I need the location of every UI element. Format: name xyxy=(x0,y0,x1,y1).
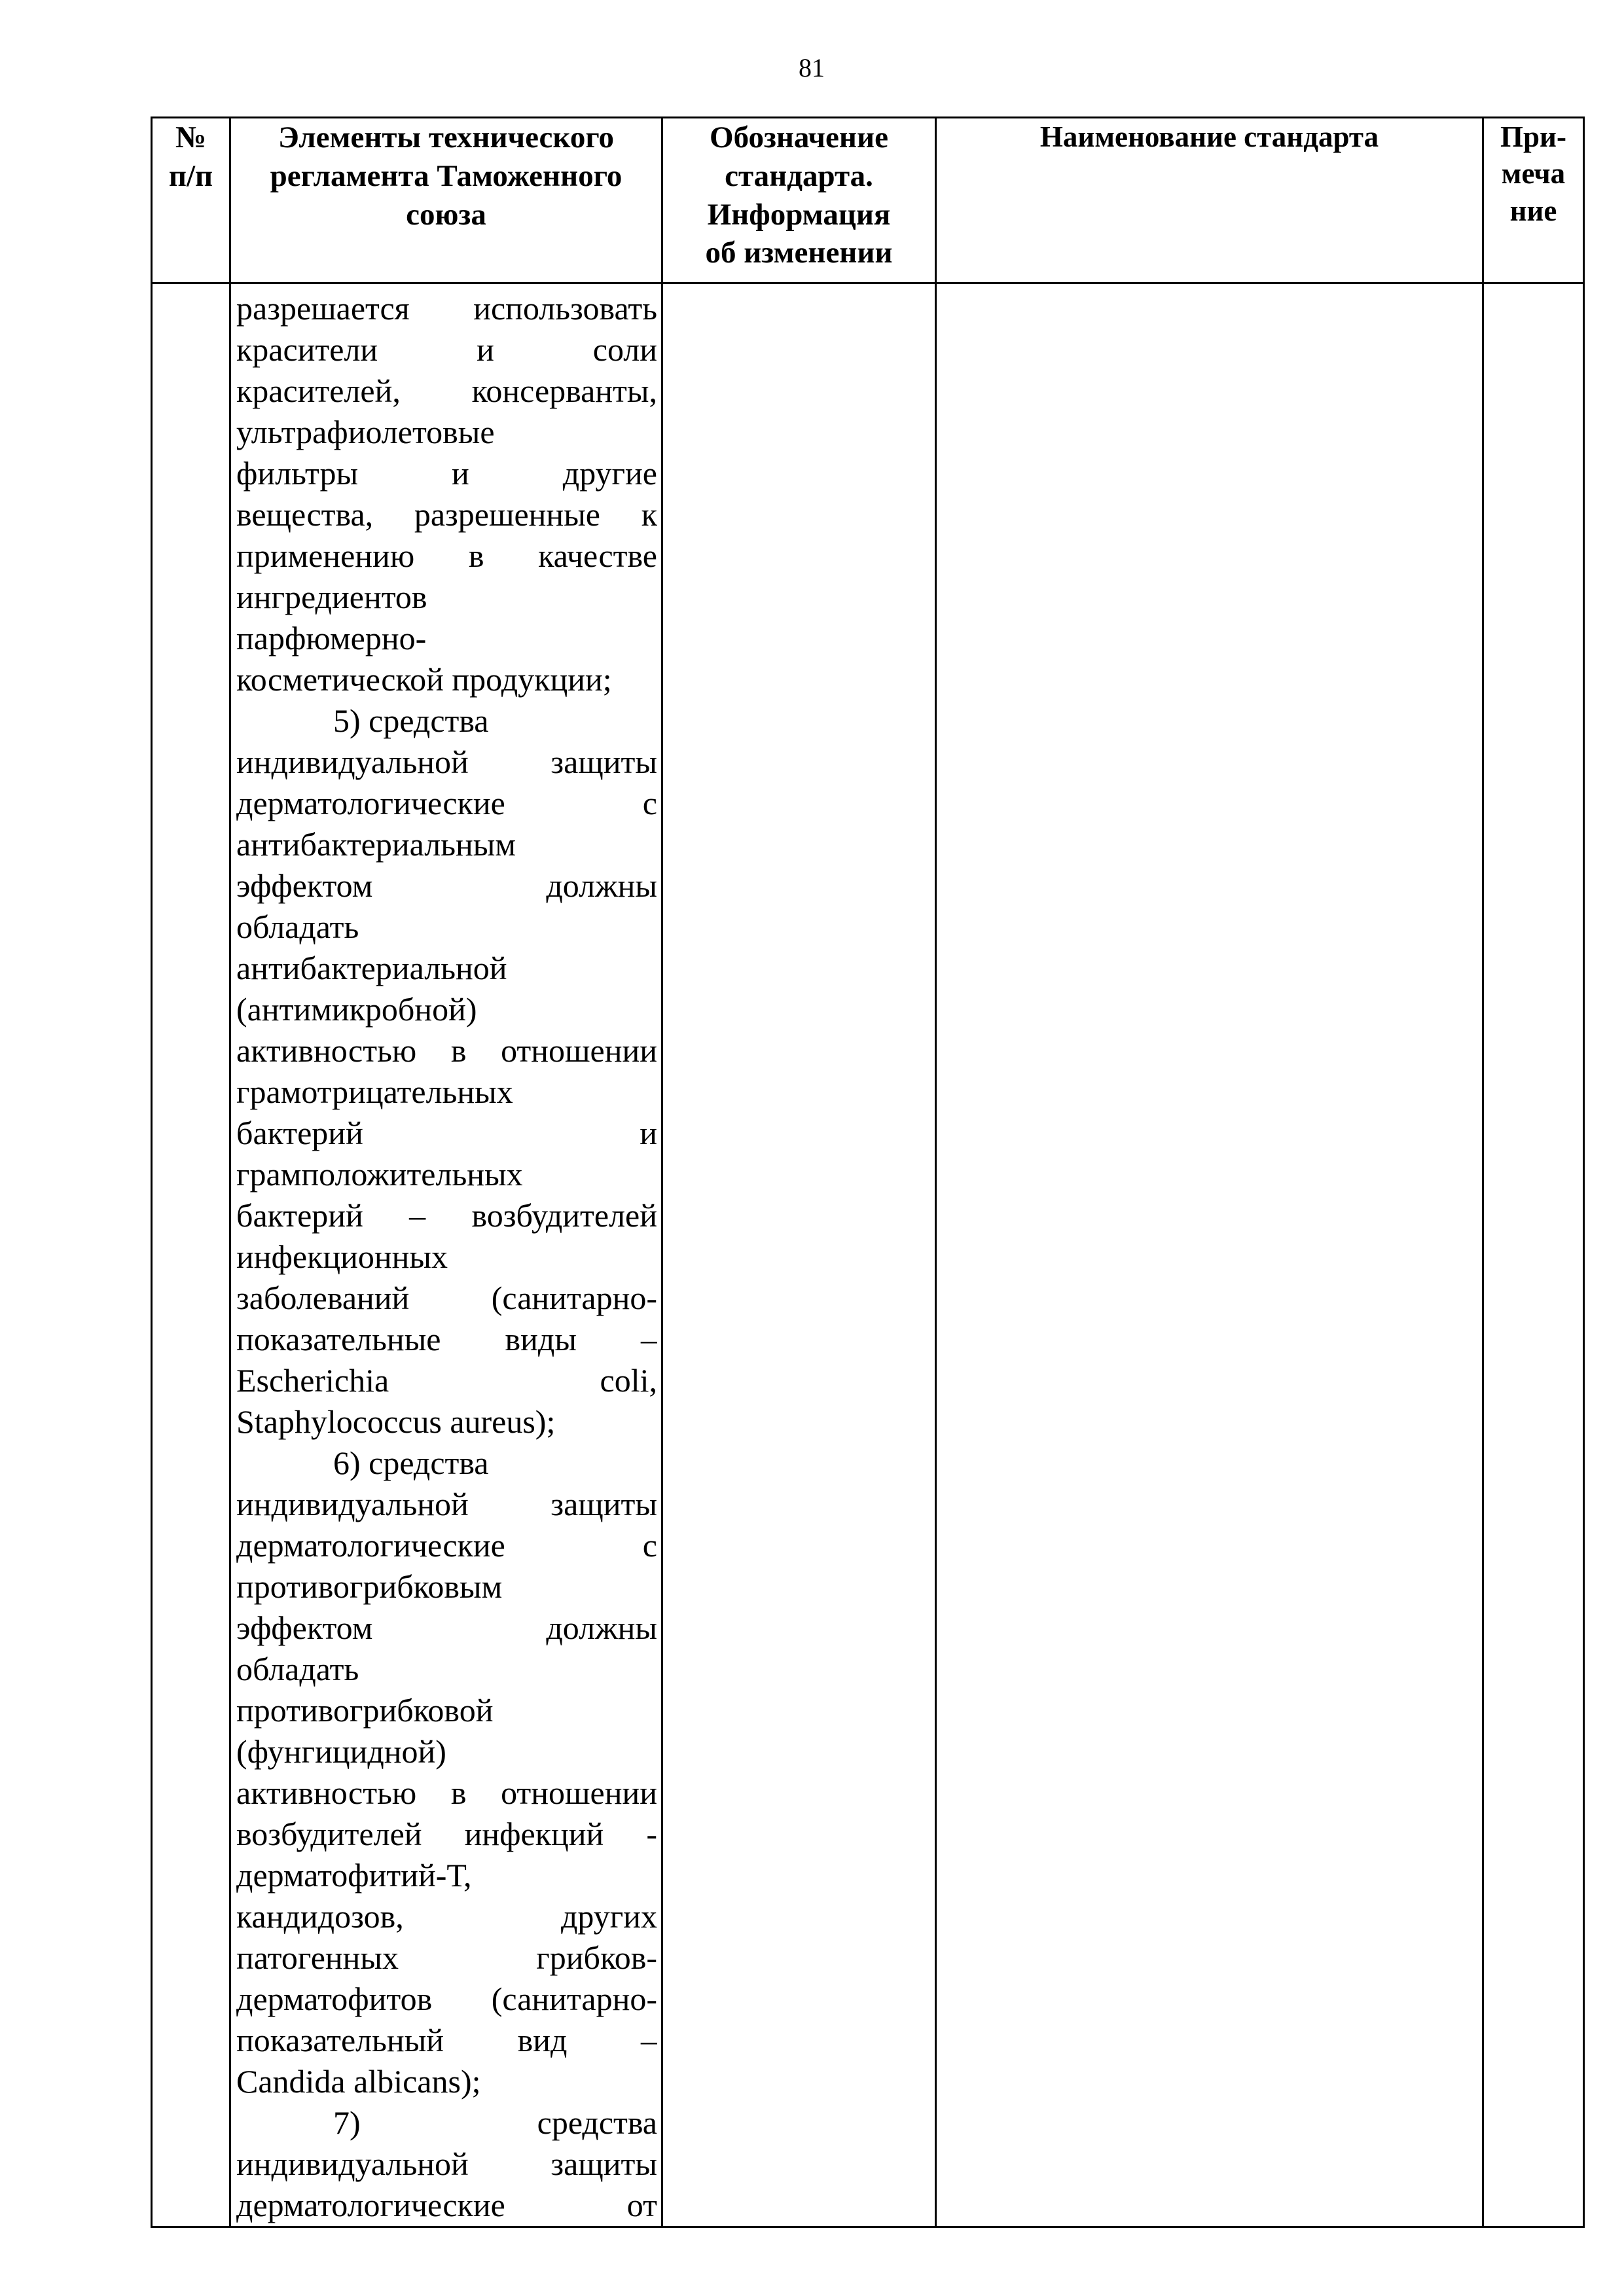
element-text-line: дерматологические от xyxy=(236,2187,657,2223)
element-text-line: (антимикробной) xyxy=(236,991,477,1028)
cell-designation xyxy=(662,283,936,2227)
element-text-line: красители и соли xyxy=(236,331,657,368)
header-note-line: меча xyxy=(1501,157,1566,190)
element-text-line: Escherichia coli, xyxy=(236,1362,657,1399)
element-text-line: эффектом должны xyxy=(236,867,657,904)
element-text-line: кандидозов, других xyxy=(236,1898,657,1935)
cell-note xyxy=(1483,283,1584,2227)
element-text-line: парфюмерно- xyxy=(236,620,427,656)
element-text-line: дерматофитов (санитарно- xyxy=(236,1981,657,2017)
element-text-line: (фунгицидной) xyxy=(236,1733,446,1770)
element-text-line: грамположительных xyxy=(236,1156,523,1193)
element-text-line: показательный вид – xyxy=(236,2022,657,2058)
header-designation-line: стандарта. xyxy=(725,158,873,193)
element-text-line: бактерий – возбудителей xyxy=(236,1197,657,1234)
element-text-line: дерматофитий-Т, xyxy=(236,1857,472,1893)
page-number: 81 xyxy=(799,53,825,82)
element-text-line: индивидуальной защиты xyxy=(236,1486,657,1522)
header-num-line: п/п xyxy=(168,158,213,193)
header-designation-line: об изменении xyxy=(705,236,893,270)
header-note-line: ние xyxy=(1509,194,1557,227)
element-text-line: патогенных грибков- xyxy=(236,1939,657,1976)
header-num-line: № xyxy=(175,120,207,154)
element-text-line: грамотрицательных xyxy=(236,1073,513,1110)
element-text-line: обладать xyxy=(236,908,359,945)
header-elements-line: регламента Таможенного xyxy=(270,158,623,193)
element-text-line: ультрафиолетовые xyxy=(236,414,495,450)
header-note xyxy=(1483,118,1584,283)
element-text-line: 5) средства xyxy=(333,702,489,739)
element-text-line: показательные виды – xyxy=(236,1321,657,1357)
element-text-line: антибактериальной xyxy=(236,950,507,986)
element-text-line: косметической продукции; xyxy=(236,661,612,698)
element-text-line: противогрибковой xyxy=(236,1692,494,1729)
element-text-line: инфекционных xyxy=(236,1238,448,1275)
element-text-line: антибактериальным xyxy=(236,826,516,863)
element-text-line: индивидуальной защиты xyxy=(236,744,657,780)
cell-elements xyxy=(230,283,662,2227)
standards-table xyxy=(151,117,1585,2228)
header-note-line: При- xyxy=(1500,120,1566,153)
header-num xyxy=(152,118,230,283)
cell-num xyxy=(152,283,230,2227)
element-text-line: дерматологические с xyxy=(236,1527,657,1564)
element-text-line: вещества, разрешенные к xyxy=(236,496,657,533)
header-standard-name xyxy=(936,118,1483,283)
element-text-line: возбудителей инфекций - xyxy=(236,1816,657,1852)
element-text-line: применению в качестве xyxy=(236,537,657,574)
element-text-line: ингредиентов xyxy=(236,579,427,615)
element-text-line: активностью в отношении xyxy=(236,1774,657,1811)
header-elements-line: союза xyxy=(406,197,486,232)
element-text-line: активностью в отношении xyxy=(236,1032,657,1069)
table-header-row xyxy=(152,118,1584,283)
header-elements xyxy=(230,118,662,283)
cell-standard-name xyxy=(936,283,1483,2227)
element-text-line: 7) средства xyxy=(333,2104,657,2141)
element-text-line: обладать xyxy=(236,1651,359,1687)
element-text-line: индивидуальной защиты xyxy=(236,2145,657,2182)
header-elements-line: Элементы технического xyxy=(278,120,615,154)
element-text-line: красителей, консерванты, xyxy=(236,372,657,409)
element-text-line: 6) средства xyxy=(333,1444,489,1481)
element-text-line: противогрибковым xyxy=(236,1568,503,1605)
element-text-line: Staphylococcus aureus); xyxy=(236,1403,556,1440)
element-text-line: разрешается использовать xyxy=(236,290,657,327)
header-designation-line: Информация xyxy=(707,197,891,232)
element-text-line: эффектом должны xyxy=(236,1609,657,1646)
element-text-line: заболеваний (санитарно- xyxy=(236,1280,657,1316)
header-standard-name-line: Наименование стандарта xyxy=(1039,120,1379,153)
element-text-line: Candida albicans); xyxy=(236,2063,481,2100)
table-row xyxy=(152,283,1584,2227)
element-text-line: бактерий и xyxy=(236,1115,657,1151)
header-designation xyxy=(662,118,936,283)
header-designation-line: Обозначение xyxy=(710,120,888,154)
element-text-line: дерматологические с xyxy=(236,785,657,821)
element-text xyxy=(236,288,657,2226)
element-text-line: фильтры и другие xyxy=(236,455,657,492)
